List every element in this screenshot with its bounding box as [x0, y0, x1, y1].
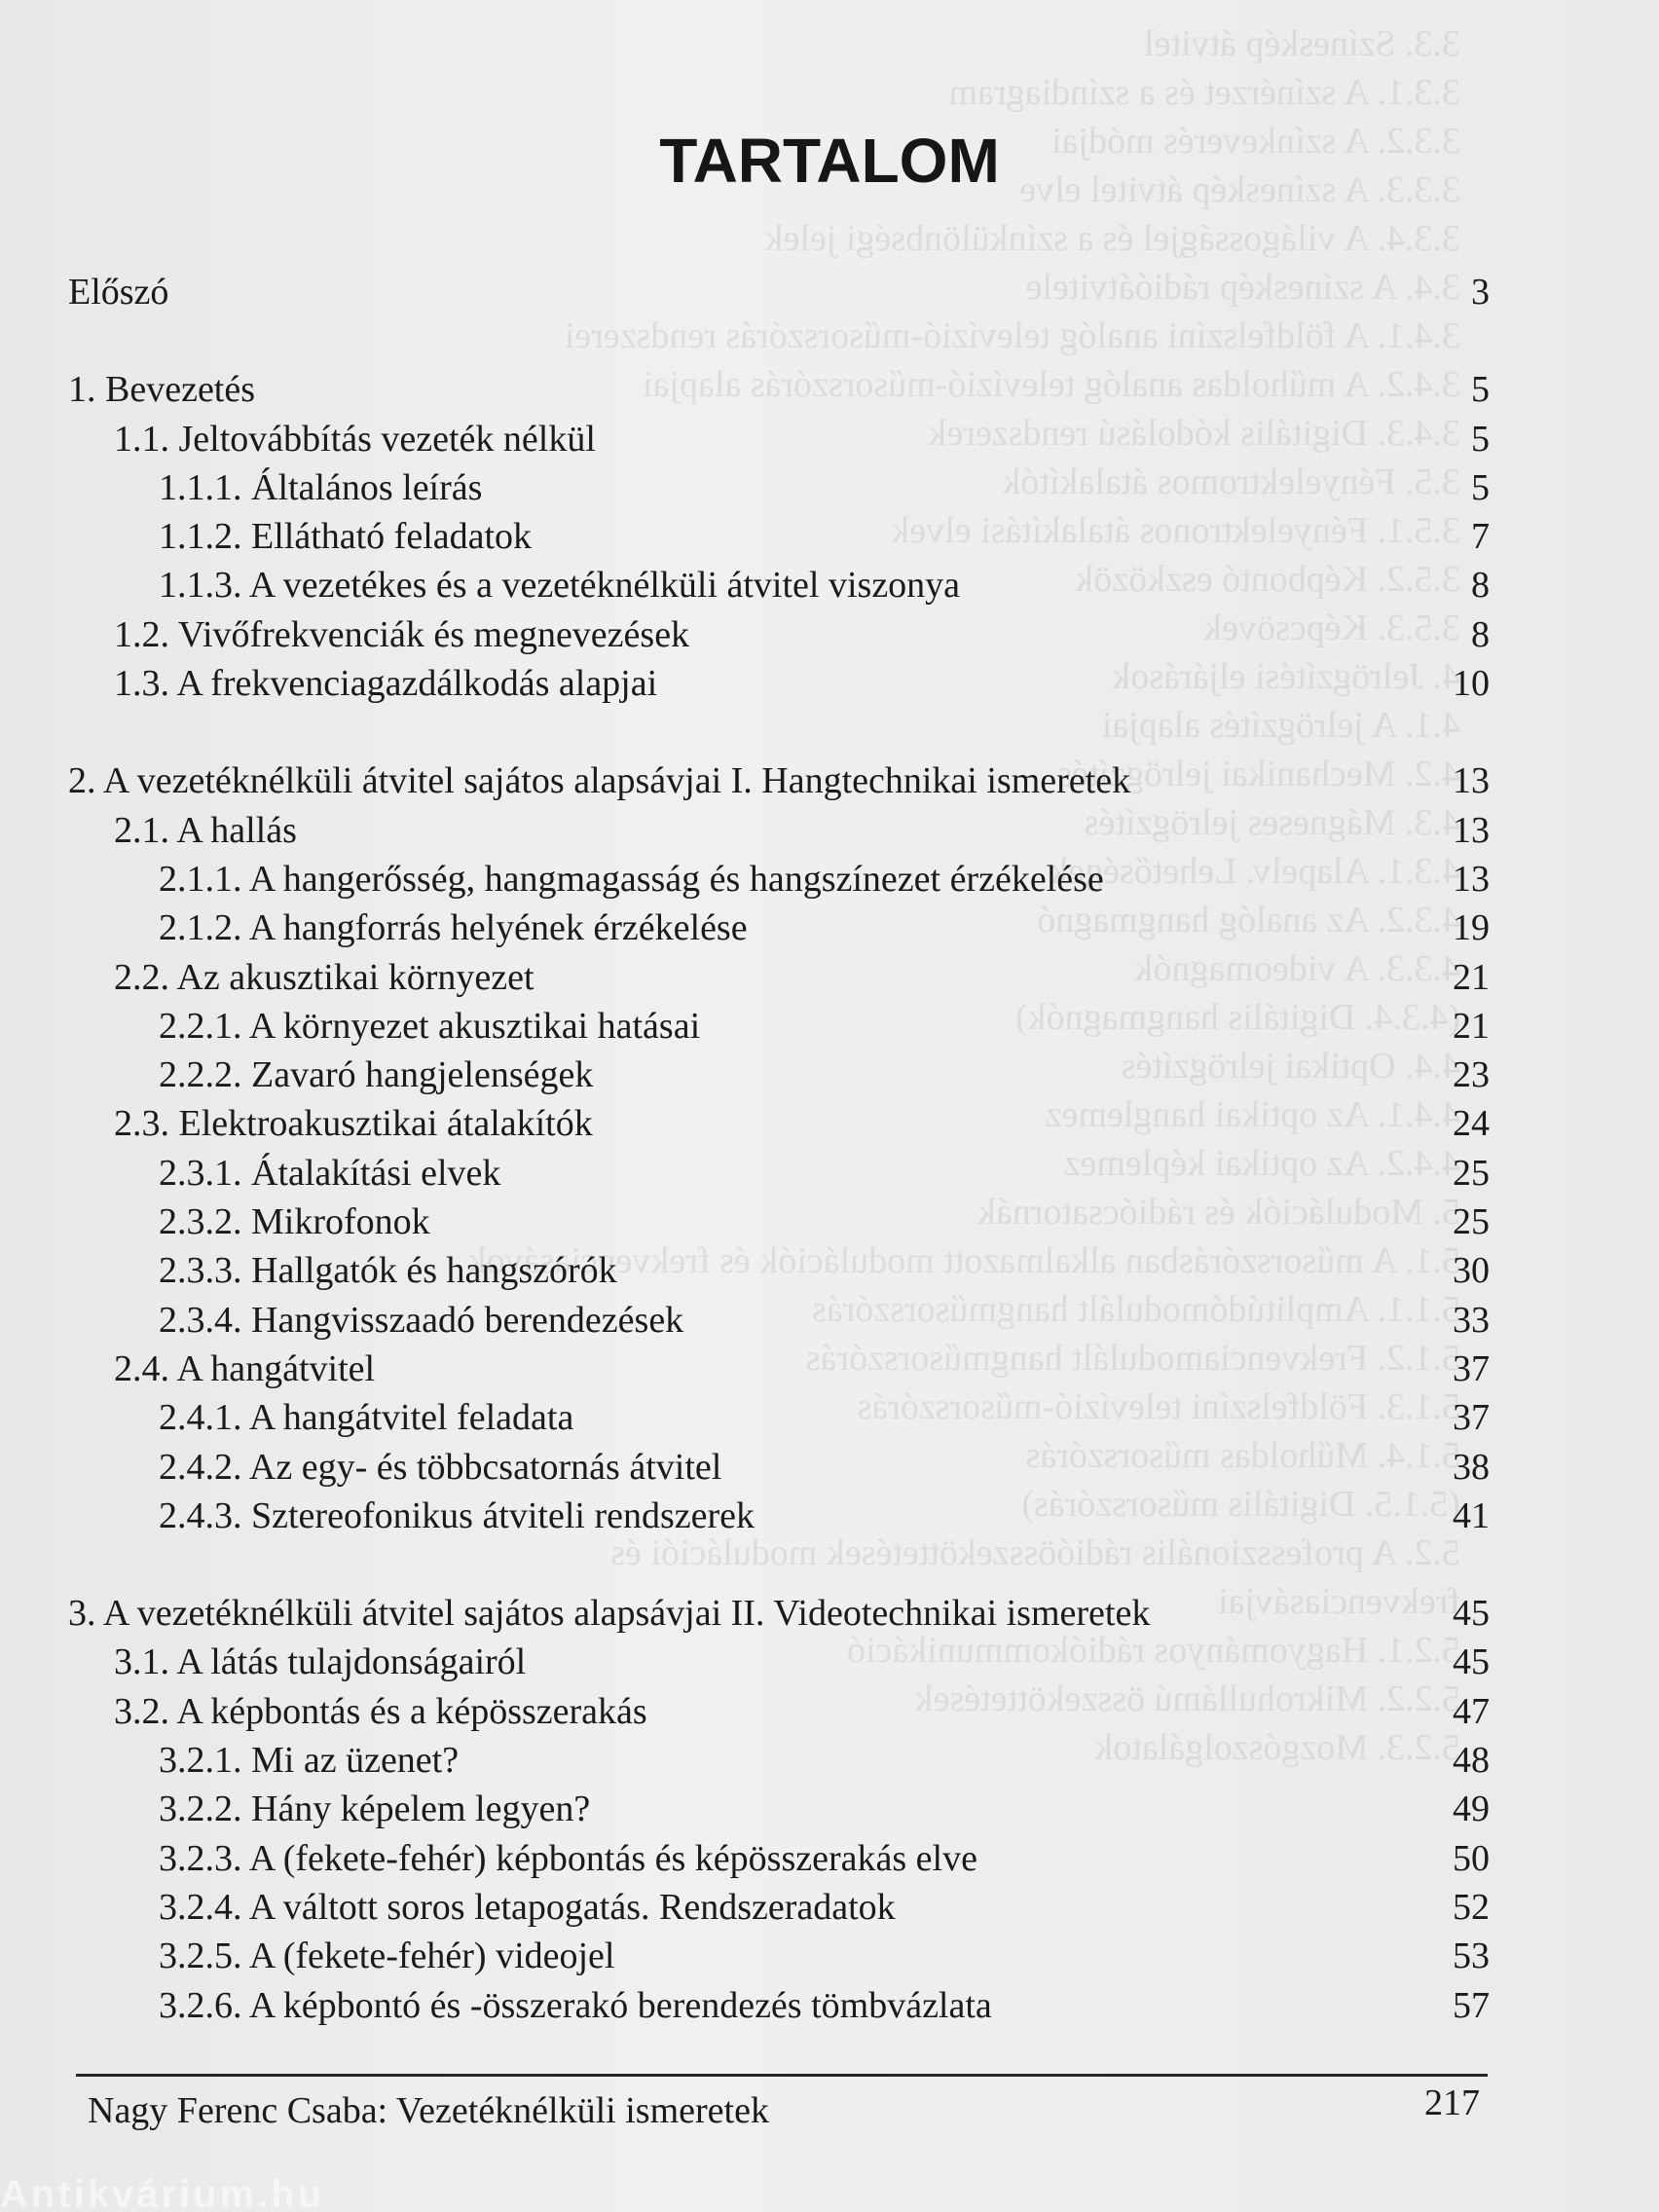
toc-entry-label: 1.1. Jeltovábbítás vezeték nélkül [114, 418, 596, 460]
toc-entry-page: 30 [1453, 1250, 1490, 1292]
footer-author-title: Nagy Ferenc Csaba: Vezetéknélküli ismeretek [88, 2090, 769, 2131]
toc-entry-label: 1. Bevezetés [68, 369, 256, 411]
bleed-line: 4.4.1. Az optikai hanglemez [1045, 1094, 1460, 1135]
footer-page-number: 217 [1424, 2083, 1480, 2123]
bleed-line: (5.1.5. Digitális műsorszórás) [1021, 1484, 1460, 1525]
footer-rule [76, 2074, 1488, 2077]
watermark-logo: Antikvárium.hu [0, 2173, 325, 2212]
toc-entry-page: 13 [1453, 760, 1490, 802]
bleed-line: 5.1.2. Frekvenciamodulált hangműsorszórás [805, 1338, 1460, 1379]
toc-entry-page: 8 [1471, 613, 1490, 655]
toc-entry [68, 1638, 1490, 1686]
toc-entry [68, 1981, 1490, 2030]
toc-entry-label: 3. A vezetéknélküli átvitel sajátos alapsávjai II. Videotechnikai ismeretek [68, 1593, 1151, 1635]
toc-entry [68, 610, 1490, 659]
toc-entry-page: 13 [1453, 858, 1490, 900]
toc-entry [68, 512, 1490, 561]
toc-entry-page: 37 [1453, 1397, 1490, 1439]
toc-entry-label: 3.2.2. Hány képelem legyen? [159, 1788, 591, 1830]
bleed-line: 5.2. A professzionális rádióösszeköttetések modulációi és [610, 1532, 1460, 1573]
toc-entry [68, 1932, 1490, 1980]
bleed-line: 3.3.1. A színérzet és a színdiagram [948, 72, 1460, 113]
toc-entry [68, 463, 1490, 512]
toc-entry [68, 1246, 1490, 1295]
toc-entry-label: 3.2.4. A váltott soros letapogatás. Rendszeradatok [159, 1886, 896, 1928]
toc-entry-page: 57 [1453, 1984, 1490, 2026]
toc-entry [68, 1785, 1490, 1833]
toc-entry-label: 2.2.1. A környezet akusztikai hatásai [159, 1005, 701, 1047]
bleed-line: (4.3.4. Digitális hangmagnók) [1015, 997, 1460, 1038]
toc-entry-label: 3.1. A látás tulajdonságairól [114, 1641, 527, 1683]
bleed-line: 5.2.3. Mozgószolgálatok [1094, 1727, 1460, 1768]
toc-entry-page: 45 [1453, 1593, 1490, 1635]
toc-entry-label: 2.1.2. A hangforrás helyének érzékelése [159, 907, 748, 949]
bleed-line: 3.5.1. Fényelektronos átalakítási elvek [891, 510, 1460, 551]
toc-entry-page: 25 [1453, 1152, 1490, 1194]
toc-entry-page: 5 [1471, 369, 1490, 411]
toc-entry-page: 24 [1453, 1103, 1490, 1145]
toc-entry-label: 1.2. Vivőfrekvenciák és megnevezések [114, 613, 690, 655]
toc-entry [68, 855, 1490, 903]
page-title: TARTALOM [659, 126, 1000, 196]
toc-entry-page: 25 [1453, 1201, 1490, 1243]
toc-entry-page: 48 [1453, 1740, 1490, 1782]
bleed-line: 4.3.1. Alapelv. Lehetőségek [1050, 851, 1460, 892]
toc-entry-page: 10 [1453, 663, 1490, 705]
bleed-line: 3.4.1. A földfelszíni analóg televízió-műsorszórás rendszerei [564, 315, 1460, 356]
bleed-line: 5.1. A műsorszórásban alkalmazott modulációk és frekvenciasávok [467, 1240, 1460, 1281]
bleed-line: 3.4.3. Digitális kódolású rendszerek [928, 413, 1460, 454]
bleed-line: 3.4. A színeskép rádióátvitele [1025, 267, 1460, 308]
toc-entry-label: 2.2.2. Zavaró hangjelenségek [159, 1054, 594, 1096]
toc-entry [68, 1492, 1490, 1540]
bleed-line: 4. Jelrögzítési eljárások [1112, 656, 1460, 697]
toc-entry [68, 1296, 1490, 1345]
bleed-line: 5.1.3. Földfelszíni televízió-műsorszórás [857, 1386, 1460, 1427]
bleed-line: 5.1.4. Műholdas műsorszórás [1025, 1435, 1460, 1476]
bleed-line: 5.1.1. Amplitúdómodulált hangműsorszórás [811, 1289, 1460, 1330]
toc-entry-label: 2.4. A hangátvitel [114, 1347, 376, 1389]
toc-entry [68, 1002, 1490, 1051]
toc-entry [68, 1393, 1490, 1442]
bleed-line: 3.3.3. A színeskép átvitel elve [1019, 169, 1460, 210]
toc-entry-label: 2.4.1. A hangátvitel feladata [159, 1397, 574, 1439]
toc-entry-page: 37 [1453, 1347, 1490, 1389]
toc-entry-page: 7 [1471, 516, 1490, 558]
toc-entry-page: 49 [1453, 1788, 1490, 1830]
bleed-line: 3.5.2. Képbontó eszközök [1075, 559, 1460, 600]
toc-entry-page: 47 [1453, 1690, 1490, 1732]
bleed-line: 3.5. Fényelektromos átalakítók [1002, 461, 1460, 502]
toc-entry-label: 2. A vezetéknélküli átvitel sajátos alapsávjai I. Hangtechnikai ismeretek [68, 760, 1131, 802]
toc-entry-label: 1.1.2. Ellátható feladatok [159, 516, 533, 558]
bleed-line: 4.3. Mágneses jelrögzítés [1084, 802, 1460, 843]
bleed-line: 4.3.2. Az analóg hangmagnó [1037, 900, 1460, 940]
toc-entry [68, 903, 1490, 952]
toc-entry-page: 21 [1453, 1005, 1490, 1047]
toc-entry-page: 45 [1453, 1641, 1490, 1683]
toc-entry-page: 53 [1453, 1936, 1490, 1977]
toc-entry-page: 5 [1471, 466, 1490, 508]
toc-entry [68, 1834, 1490, 1883]
toc-entry-label: Előszó [68, 272, 169, 313]
toc-entry-label: 1.1.1. Általános leírás [159, 466, 483, 508]
toc-entry-label: 2.1. A hallás [114, 809, 297, 851]
bleed-line: 4.4.2. Az optikai képlemez [1063, 1143, 1460, 1184]
toc-entry [68, 1198, 1490, 1246]
toc-entry [68, 1883, 1490, 1932]
toc-entry-page: 41 [1453, 1494, 1490, 1536]
toc-entry-label: 2.3.1. Átalakítási elvek [159, 1152, 501, 1194]
table-of-contents [68, 268, 1490, 2030]
bleed-line: 5.2.1. Hagyományos rádiókommunikáció [846, 1630, 1460, 1671]
toc-entry [68, 365, 1490, 414]
section-spacer [68, 708, 1490, 756]
bleed-line: 5.2.2. Mikrohullámú összeköttetések [914, 1678, 1460, 1719]
toc-entry-page: 5 [1471, 418, 1490, 460]
toc-entry [68, 756, 1490, 805]
bleed-line: 4.1. A jelrögzítés alapjai [1101, 705, 1460, 746]
toc-entry [68, 1149, 1490, 1198]
toc-entry-page: 33 [1453, 1299, 1490, 1341]
toc-entry [68, 1099, 1490, 1148]
toc-entry [68, 561, 1490, 609]
toc-entry [68, 953, 1490, 1002]
toc-entry-label: 2.4.3. Sztereofonikus átviteli rendszerek [159, 1494, 756, 1536]
toc-entry-page: 38 [1453, 1446, 1490, 1488]
bleed-line: 3.3.2. A színkeverés módjai [1051, 121, 1460, 162]
toc-entry-label: 3.2.5. A (fekete-fehér) videojel [159, 1936, 615, 1977]
toc-entry-page: 8 [1471, 565, 1490, 607]
section-spacer [68, 316, 1490, 365]
toc-entry-label: 2.3.4. Hangvisszaadó berendezések [159, 1299, 684, 1341]
toc-entry [68, 1736, 1490, 1785]
toc-entry-page: 23 [1453, 1054, 1490, 1096]
toc-entry-page: 13 [1453, 809, 1490, 851]
toc-entry-page: 19 [1453, 907, 1490, 949]
toc-entry [68, 806, 1490, 855]
bleed-line: 3.3. Színeskép átvitel [1143, 23, 1460, 64]
toc-entry-label: 2.3.2. Mikrofonok [159, 1201, 430, 1243]
toc-entry-label: 3.2.6. A képbontó és -összerakó berendezés tömbvázlata [159, 1984, 992, 2026]
bleed-line: 3.4.2. A műholdas analóg televízió-műsorszórás alapjai [642, 364, 1460, 405]
toc-entry [68, 415, 1490, 463]
toc-entry-label: 2.2. Az akusztikai környezet [114, 956, 535, 998]
toc-entry-label: 3.2.3. A (fekete-fehér) képbontás és képösszerakás elve [159, 1837, 977, 1879]
toc-entry-label: 2.1.1. A hangerősség, hangmagasság és hangszínezet érzékelése [159, 858, 1104, 900]
bleed-line: 3.3.4. A világosságjel és a színkülönbségi jelek [764, 218, 1460, 259]
toc-entry-label: 1.1.3. A vezetékes és a vezetéknélküli átvitel viszonya [159, 565, 961, 607]
toc-entry [68, 1345, 1490, 1393]
bleed-line: 4.2. Mechanikai jelrögzítés [1057, 754, 1460, 794]
bleed-line: 3.5.3. Képcsövek [1203, 608, 1460, 648]
toc-entry-page: 52 [1453, 1886, 1490, 1928]
section-spacer [68, 1540, 1490, 1589]
toc-entry-page: 50 [1453, 1837, 1490, 1879]
toc-entry [68, 1443, 1490, 1492]
bleed-line: 5. Modulációk és rádiócsatornák [977, 1192, 1460, 1233]
toc-entry [68, 268, 1490, 316]
toc-entry-label: 2.3.3. Hallgatók és hangszórók [159, 1250, 617, 1292]
toc-entry [68, 1687, 1490, 1736]
toc-entry-label: 2.3. Elektroakusztikai átalakítók [114, 1103, 593, 1145]
toc-entry-label: 3.2. A képbontás és a képösszerakás [114, 1690, 647, 1732]
toc-entry-label: 3.2.1. Mi az üzenet? [159, 1740, 460, 1782]
toc-entry-page: 21 [1453, 956, 1490, 998]
toc-entry-label: 2.4.2. Az egy- és többcsatornás átvitel [159, 1446, 722, 1488]
bleed-line: 4.3.3. A videomagnók [1134, 948, 1460, 989]
bleed-line: frekvenciasávjai [1218, 1581, 1460, 1622]
toc-entry-label: 1.3. A frekvenciagazdálkodás alapjai [114, 663, 658, 705]
bleed-line: 4.4. Optikai jelrögzítés [1121, 1046, 1460, 1087]
toc-entry [68, 1051, 1490, 1099]
toc-entry-page: 3 [1471, 272, 1490, 313]
toc-entry [68, 659, 1490, 708]
toc-entry [68, 1589, 1490, 1638]
